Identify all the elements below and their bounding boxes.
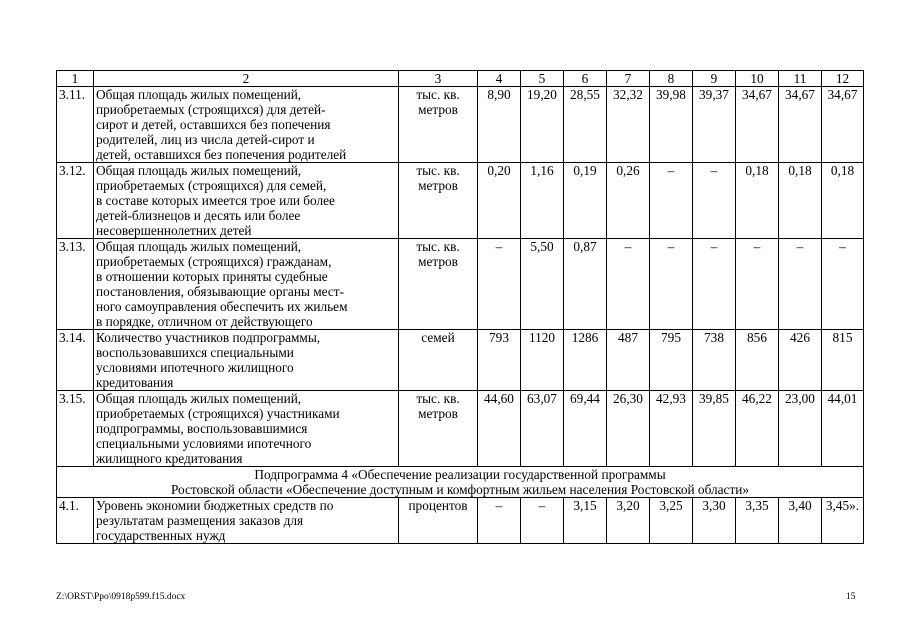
text-line: специальными условиями ипотечного: [96, 436, 312, 451]
text-line: Количество участников подпрограммы,: [96, 330, 321, 345]
text-line: Подпрограмма 4 «Обеспечение реализации государственной программы: [254, 467, 666, 482]
value-cell: 3,20: [607, 498, 650, 544]
value-cell: 1,16: [521, 163, 564, 239]
value-cell: 795: [650, 330, 693, 391]
value-cell: 28,55: [564, 87, 607, 163]
value-cell: 426: [779, 330, 822, 391]
value-cell: 487: [607, 330, 650, 391]
row-unit: [399, 498, 478, 544]
value-cell: 46,22: [736, 391, 779, 467]
row-number: 3.15.: [57, 391, 94, 467]
header-cell: 3: [399, 71, 478, 87]
header-cell: 11: [779, 71, 822, 87]
table-row: [57, 391, 864, 467]
text-line: метров: [418, 406, 458, 421]
value-cell: 44,01: [822, 391, 864, 467]
value-cell: 32,32: [607, 87, 650, 163]
value-cell: 34,67: [779, 87, 822, 163]
header-cell: 6: [564, 71, 607, 87]
value-cell: –: [693, 163, 736, 239]
text-line: в отношении которых приняты судебные: [96, 269, 328, 284]
table-row: [57, 239, 864, 330]
row-unit: [399, 163, 478, 239]
text-line: приобретаемых (строящихся) для детей-: [96, 102, 326, 117]
text-line: тыс. кв.: [416, 239, 460, 254]
text-line: кредитования: [96, 375, 174, 390]
row-number: 3.14.: [57, 330, 94, 391]
row-number: 3.12.: [57, 163, 94, 239]
value-cell: 39,37: [693, 87, 736, 163]
value-cell: –: [736, 239, 779, 330]
header-row: [57, 71, 864, 87]
value-cell: 3,30: [693, 498, 736, 544]
text-line: процентов: [408, 498, 468, 513]
text-line: Общая площадь жилых помещений,: [96, 163, 302, 178]
table-row: [57, 87, 864, 163]
text-line: сирот и детей, оставшихся без попечения: [96, 117, 331, 132]
subprogram-title: [57, 467, 864, 498]
text-line: метров: [418, 254, 458, 269]
text-line: постановления, обязывающие органы мест-: [96, 284, 344, 299]
value-cell: 856: [736, 330, 779, 391]
value-cell: 44,60: [478, 391, 521, 467]
value-cell: –: [478, 498, 521, 544]
row-description: [94, 87, 399, 163]
text-line: подпрограммы, воспользовавшимися: [96, 421, 308, 436]
header-cell: 10: [736, 71, 779, 87]
text-line: воспользовавшихся специальными: [96, 345, 294, 360]
header-cell: 4: [478, 71, 521, 87]
header-cell: 9: [693, 71, 736, 87]
value-cell: 0,26: [607, 163, 650, 239]
footer-page-number: 15: [846, 592, 856, 602]
value-cell: 0,87: [564, 239, 607, 330]
text-line: результатам размещения заказов для: [96, 513, 304, 528]
value-cell: 738: [693, 330, 736, 391]
value-cell: 8,90: [478, 87, 521, 163]
row-description: [94, 239, 399, 330]
data-table: [56, 70, 864, 544]
value-cell: 0,19: [564, 163, 607, 239]
text-line: тыс. кв.: [416, 163, 460, 178]
value-cell: 1120: [521, 330, 564, 391]
value-cell: 3,40: [779, 498, 822, 544]
text-line: детей, оставшихся без попечения родителей: [96, 147, 347, 162]
value-cell: 34,67: [822, 87, 864, 163]
value-cell: 1286: [564, 330, 607, 391]
value-cell: –: [521, 498, 564, 544]
text-line: несовершеннолетних детей: [96, 223, 252, 238]
row-number: 3.13.: [57, 239, 94, 330]
value-cell: 3,35: [736, 498, 779, 544]
row-description: [94, 498, 399, 544]
text-line: приобретаемых (строящихся) участниками: [96, 406, 340, 421]
row-unit: [399, 239, 478, 330]
text-line: приобретаемых (строящихся) гражданам,: [96, 254, 332, 269]
row-number: 3.11.: [57, 87, 94, 163]
value-cell: 34,67: [736, 87, 779, 163]
text-line: приобретаемых (строящихся) для семей,: [96, 178, 327, 193]
table-row: [57, 163, 864, 239]
value-cell: 19,20: [521, 87, 564, 163]
value-cell: 42,93: [650, 391, 693, 467]
text-line: Ростовской области «Обеспечение доступным и комфортным жильем населения Ростовской области»: [170, 482, 750, 497]
value-cell: 3,45».: [822, 498, 864, 544]
footer-file-path: Z:\ORST\Ppo\0918p599.f15.docx: [56, 592, 186, 602]
text-line: родителей, лиц из числа детей-сирот и: [96, 132, 315, 147]
value-cell: 23,00: [779, 391, 822, 467]
value-cell: 3,25: [650, 498, 693, 544]
text-line: жилищного кредитования: [96, 451, 243, 466]
row-unit: [399, 330, 478, 391]
text-line: метров: [418, 102, 458, 117]
text-line: условиями ипотечного жилищного: [96, 360, 294, 375]
text-line: семей: [421, 330, 455, 345]
text-line: в составе которых имеется трое или более: [96, 193, 335, 208]
header-cell: 7: [607, 71, 650, 87]
value-cell: –: [607, 239, 650, 330]
header-cell: 12: [822, 71, 864, 87]
value-cell: 69,44: [564, 391, 607, 467]
value-cell: 0,18: [779, 163, 822, 239]
text-line: Общая площадь жилых помещений,: [96, 239, 302, 254]
value-cell: 0,20: [478, 163, 521, 239]
row-description: [94, 330, 399, 391]
value-cell: 26,30: [607, 391, 650, 467]
value-cell: –: [822, 239, 864, 330]
text-line: тыс. кв.: [416, 87, 460, 102]
value-cell: –: [650, 163, 693, 239]
value-cell: 39,98: [650, 87, 693, 163]
header-cell: 8: [650, 71, 693, 87]
value-cell: 5,50: [521, 239, 564, 330]
value-cell: 3,15: [564, 498, 607, 544]
row-unit: [399, 391, 478, 467]
row-description: [94, 391, 399, 467]
table-row: [57, 330, 864, 391]
text-line: в порядке, отличном от действующего: [96, 314, 313, 329]
text-line: государственных нужд: [96, 528, 226, 543]
row-description: [94, 163, 399, 239]
subprogram-row: [57, 467, 864, 498]
header-cell: 5: [521, 71, 564, 87]
header-cell: 1: [57, 71, 94, 87]
value-cell: 793: [478, 330, 521, 391]
value-cell: 63,07: [521, 391, 564, 467]
text-line: детей-близнецов и десять или более: [96, 208, 301, 223]
value-cell: 815: [822, 330, 864, 391]
value-cell: 0,18: [822, 163, 864, 239]
header-cell: 2: [94, 71, 399, 87]
value-cell: –: [650, 239, 693, 330]
value-cell: 39,85: [693, 391, 736, 467]
text-line: тыс. кв.: [416, 391, 460, 406]
text-line: Уровень экономии бюджетных средств по: [96, 498, 334, 513]
table-row: [57, 498, 864, 544]
value-cell: –: [693, 239, 736, 330]
row-unit: [399, 87, 478, 163]
text-line: метров: [418, 178, 458, 193]
text-line: Общая площадь жилых помещений,: [96, 87, 302, 102]
value-cell: 0,18: [736, 163, 779, 239]
text-line: ного самоуправления обеспечить их жильем: [96, 299, 348, 314]
value-cell: –: [478, 239, 521, 330]
value-cell: –: [779, 239, 822, 330]
row-number: 4.1.: [57, 498, 94, 544]
text-line: Общая площадь жилых помещений,: [96, 391, 302, 406]
